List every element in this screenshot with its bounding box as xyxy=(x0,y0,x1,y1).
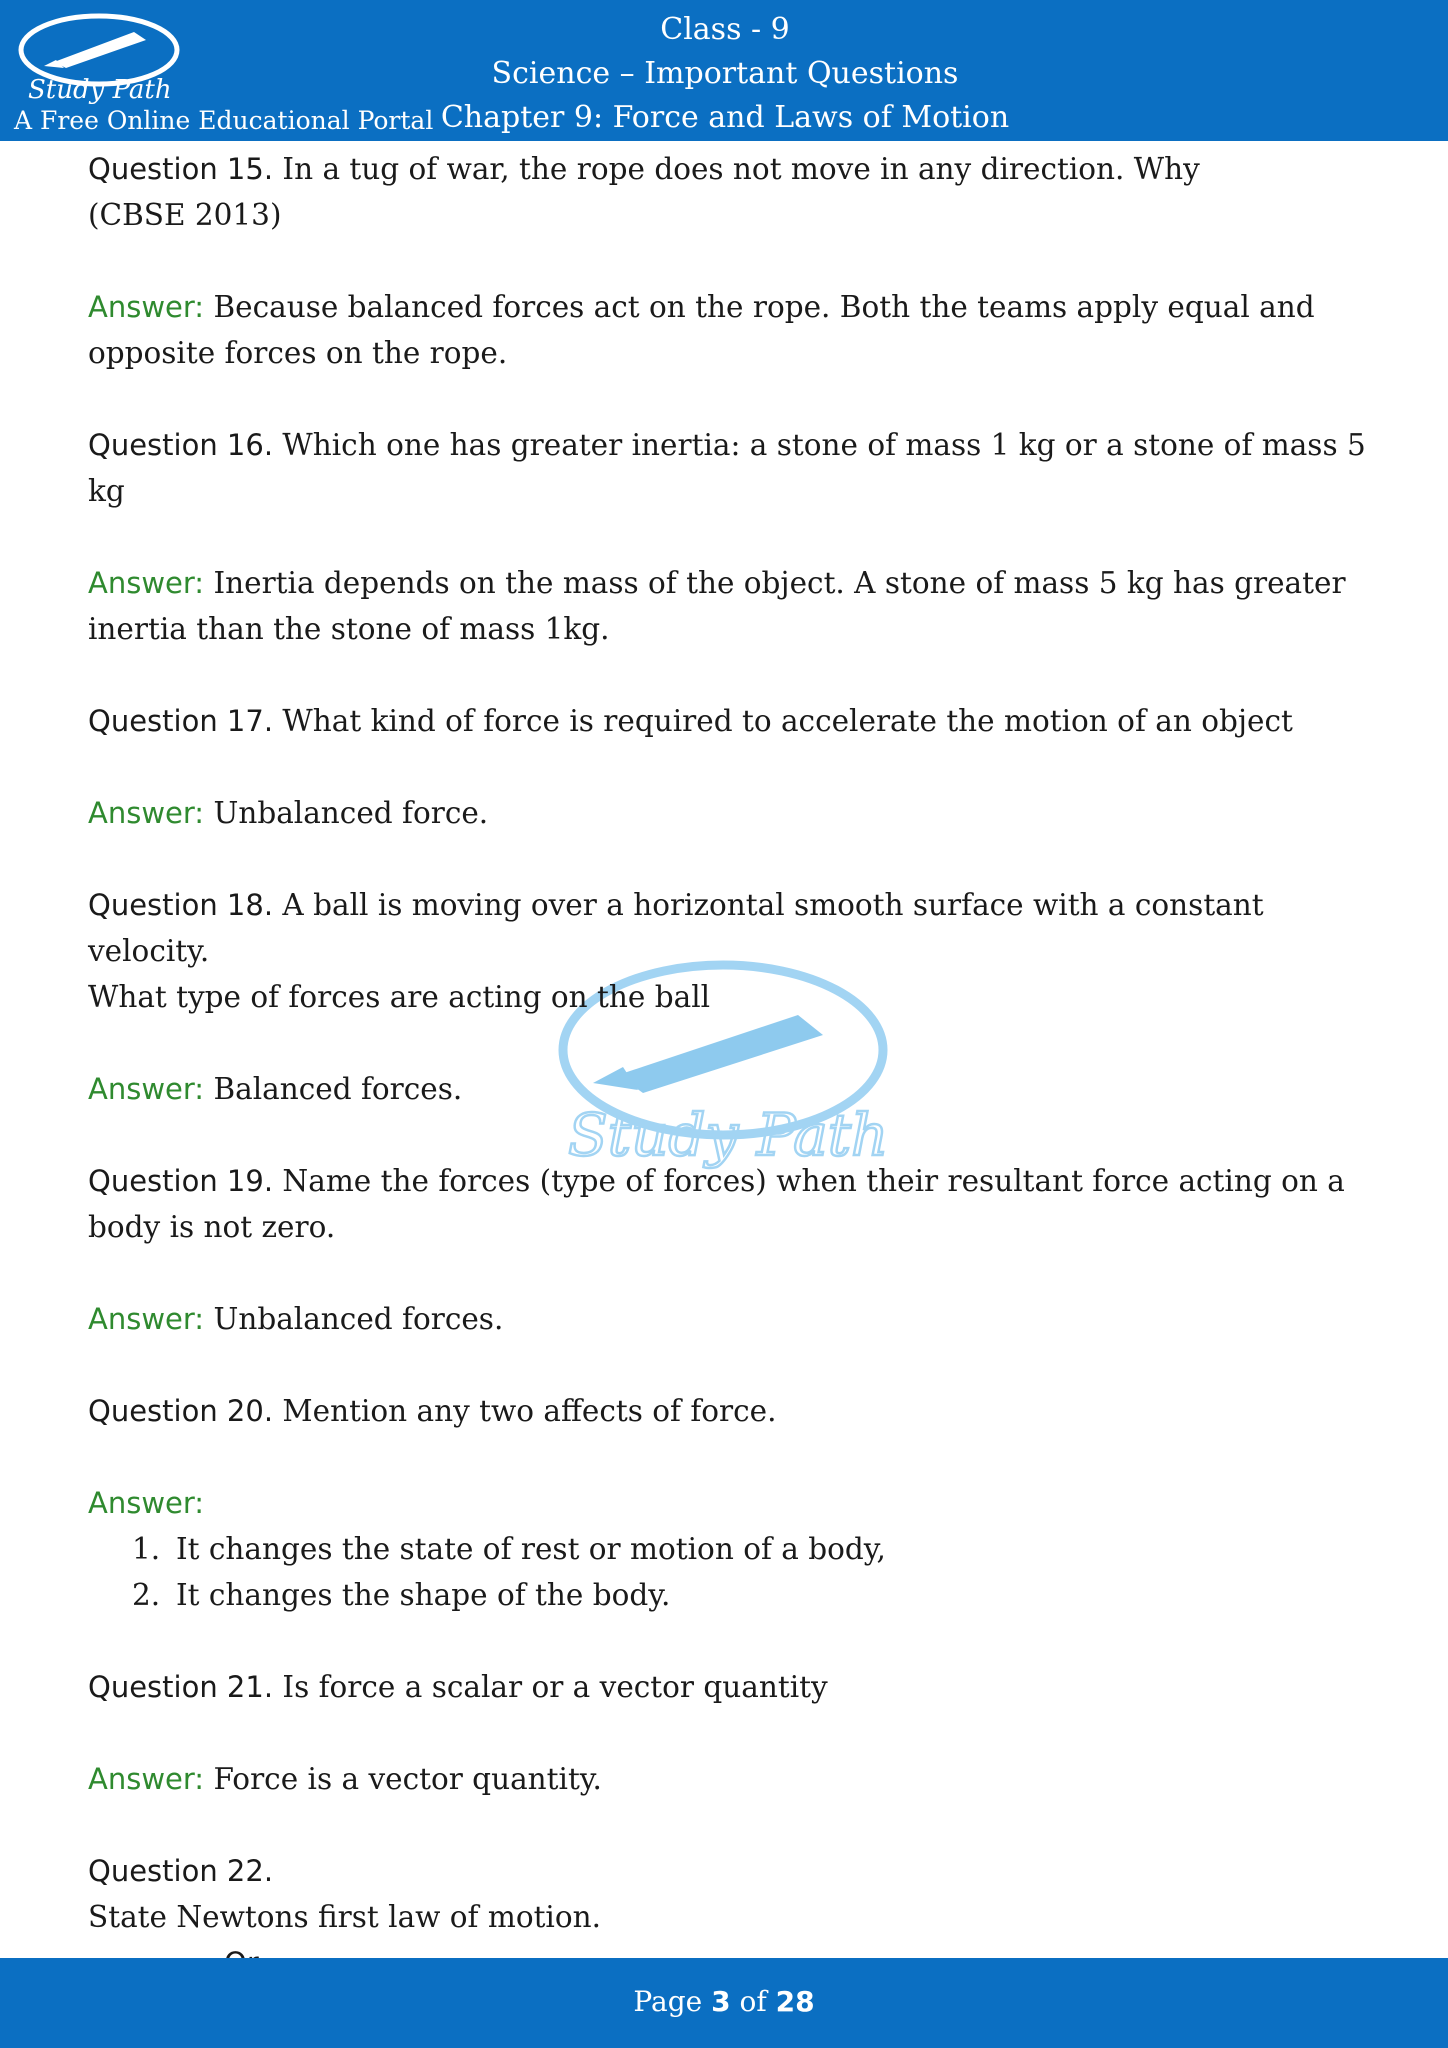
question-text: Mention any two affects of force. xyxy=(273,1394,777,1428)
answer-16 xyxy=(88,560,1378,652)
page-footer xyxy=(0,1958,1448,2048)
answer-20-list xyxy=(132,1526,1378,1618)
answer-20 xyxy=(88,1480,1378,1526)
question-19 xyxy=(88,1158,1378,1250)
answer-text: Balanced forces. xyxy=(204,1072,463,1106)
class-title: Class - 9 xyxy=(660,12,790,47)
answer-19 xyxy=(88,1296,1378,1342)
answer-label: Answer: xyxy=(88,290,205,324)
current-page: 3 xyxy=(711,1985,731,2018)
answer-15 xyxy=(88,284,1378,376)
question-20 xyxy=(88,1388,1378,1434)
question-22 xyxy=(88,1848,1378,1940)
question-label: Question 17. xyxy=(88,704,274,738)
question-text-cont: What type of forces are acting on the ball xyxy=(88,980,711,1014)
question-text: Name the forces (type of forces) when their resultant force acting on a xyxy=(273,1164,1345,1198)
header-titles xyxy=(400,8,1050,140)
svg-text:Study Path: Study Path xyxy=(568,1101,889,1169)
answer-text: Inertia depends on the mass of the object. A stone of mass 5 kg has greater xyxy=(204,566,1346,600)
list-text: It changes the shape of the body. xyxy=(176,1578,671,1612)
question-text: In a tug of war, the rope does not move in any direction. Why xyxy=(273,152,1200,186)
answer-label: Answer: xyxy=(88,1072,205,1106)
list-number: 1. xyxy=(132,1532,161,1566)
question-text-cont: kg xyxy=(88,474,125,508)
answer-18 xyxy=(88,1066,1378,1112)
answer-label: Answer: xyxy=(88,1486,205,1520)
answer-text-cont: inertia than the stone of mass 1kg. xyxy=(88,612,610,646)
list-text: It changes the state of rest or motion of a body, xyxy=(176,1532,886,1566)
question-label: Question 19. xyxy=(88,1164,274,1198)
list-item xyxy=(132,1572,1378,1618)
page-prefix: Page xyxy=(633,1985,712,2018)
svg-text:Study Path: Study Path xyxy=(28,75,172,105)
answer-text: Unbalanced force. xyxy=(204,796,489,830)
question-text: A ball is moving over a horizontal smooth surface with a constant velocity. xyxy=(88,888,1264,968)
question-label: Question 20. xyxy=(88,1394,274,1428)
question-label: Question 22. xyxy=(88,1854,274,1888)
list-item xyxy=(132,1526,1378,1572)
answer-text-cont: opposite forces on the rope. xyxy=(88,336,508,370)
answer-21 xyxy=(88,1756,1378,1802)
page-of: of xyxy=(730,1985,776,2018)
study-path-logo xyxy=(14,10,184,105)
answer-17 xyxy=(88,790,1378,836)
question-text: Is force a scalar or a vector quantity xyxy=(273,1670,828,1704)
answer-text: Because balanced forces act on the rope. Both the teams apply equal and xyxy=(204,290,1315,324)
portal-tagline: A Free Online Educational Portal xyxy=(14,106,434,135)
question-text-cont: (CBSE 2013) xyxy=(88,198,282,232)
question-label: Question 15. xyxy=(88,152,274,186)
question-18 xyxy=(88,882,1378,1020)
question-17 xyxy=(88,698,1378,744)
question-15 xyxy=(88,146,1378,238)
page-number xyxy=(0,1980,1448,2024)
question-21 xyxy=(88,1664,1378,1710)
subject-title: Science – Important Questions xyxy=(491,56,959,91)
question-label: Question 21. xyxy=(88,1670,274,1704)
answer-label: Answer: xyxy=(88,566,205,600)
question-16 xyxy=(88,422,1378,514)
answer-label: Answer: xyxy=(88,1302,205,1336)
total-pages: 28 xyxy=(775,1985,815,2018)
question-label: Question 16. xyxy=(88,428,274,462)
question-text: State Newtons first law of motion. xyxy=(88,1900,602,1934)
answer-label: Answer: xyxy=(88,796,205,830)
list-number: 2. xyxy=(132,1578,161,1612)
question-label: Question 18. xyxy=(88,888,274,922)
chapter-title: Chapter 9: Force and Laws of Motion xyxy=(440,100,1010,135)
answer-label: Answer: xyxy=(88,1762,205,1796)
page-content xyxy=(88,141,1378,1986)
question-text: Which one has greater inertia: a stone of mass 1 kg or a stone of mass 5 xyxy=(273,428,1366,462)
question-text: What kind of force is required to accelerate the motion of an object xyxy=(273,704,1293,738)
question-text-cont: body is not zero. xyxy=(88,1210,336,1244)
page-header xyxy=(0,0,1448,141)
answer-text: Unbalanced forces. xyxy=(204,1302,504,1336)
answer-text: Force is a vector quantity. xyxy=(204,1762,602,1796)
